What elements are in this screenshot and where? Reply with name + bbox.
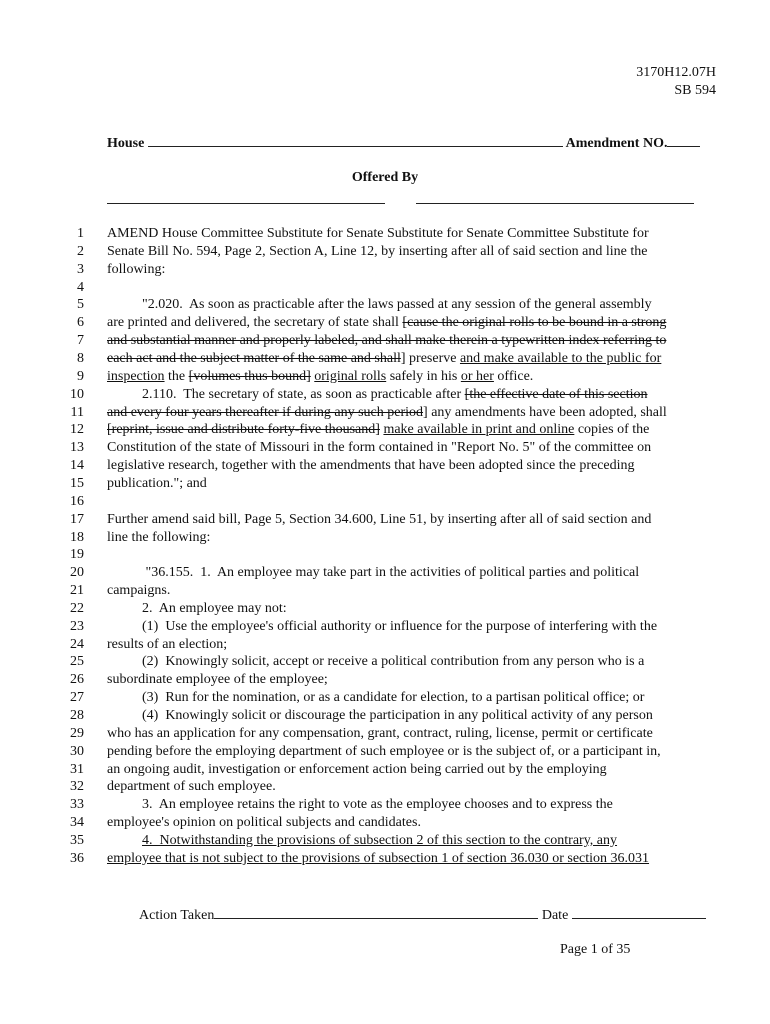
text-segment: results of an election; bbox=[107, 636, 228, 652]
text-segment: ] any amendments have been adopted, shall bbox=[423, 404, 667, 420]
offered-by-label: Offered By bbox=[351, 170, 419, 185]
text-line bbox=[107, 262, 165, 278]
line-number: 25 bbox=[70, 654, 84, 670]
offered-by-signature-line-right bbox=[416, 203, 694, 204]
line-number: 22 bbox=[70, 600, 84, 616]
line-number: 23 bbox=[70, 618, 84, 634]
text-segment: publication."; and bbox=[107, 475, 207, 491]
text-segment: safely in his bbox=[386, 368, 461, 384]
text-segment: following: bbox=[107, 261, 166, 277]
action-taken-blank bbox=[214, 906, 538, 919]
text-line bbox=[107, 726, 653, 742]
line-number: 8 bbox=[77, 351, 84, 366]
text-line bbox=[107, 708, 653, 724]
line-number: 4 bbox=[77, 279, 84, 295]
line-number: 11 bbox=[70, 404, 84, 420]
house-blank bbox=[148, 134, 563, 147]
text-segment: ] preserve bbox=[400, 351, 460, 366]
bill-number: SB 594 bbox=[674, 83, 716, 98]
line-number: 14 bbox=[70, 458, 84, 474]
text-segment: Constitution of the state of Missouri in the form contained in "Report No. 5" of the committee on bbox=[107, 440, 652, 456]
text-segment: copies of the bbox=[574, 422, 650, 438]
text-line bbox=[107, 619, 657, 635]
text-line bbox=[107, 565, 639, 581]
text-line bbox=[107, 244, 647, 260]
text-line bbox=[107, 458, 635, 474]
text-segment: Senate Bill No. 594, Page 2, Section A, Line 12, by inserting after all of said section and line the bbox=[107, 243, 648, 259]
inserted-text: inspection bbox=[107, 368, 165, 384]
line-number: 33 bbox=[70, 797, 84, 813]
line-number: 24 bbox=[70, 636, 84, 652]
line-number: 21 bbox=[70, 583, 84, 598]
text-segment: "2.020. As soon as practicable after the laws passed at any session of the general assembly bbox=[107, 297, 652, 313]
text-segment: pending before the employing department of such employee or is the subject of, or a participant in, bbox=[107, 743, 661, 759]
text-segment: an ongoing audit, investigation or enforcement action being carried out by the employing bbox=[107, 761, 607, 777]
text-line bbox=[107, 851, 649, 867]
text-segment: campaigns. bbox=[107, 583, 171, 598]
line-number: 26 bbox=[70, 672, 84, 688]
struck-text: and substantial manner and properly labeled, and shall make therein a typewritten index referring to bbox=[107, 333, 667, 349]
inserted-text: make available in print and online bbox=[383, 422, 575, 438]
line-number: 36 bbox=[70, 850, 84, 866]
house-amendment-line bbox=[107, 134, 715, 152]
text-line bbox=[107, 815, 421, 831]
line-number: 1 bbox=[77, 226, 84, 241]
struck-text: [cause the original rolls to be bound in a strong bbox=[402, 315, 667, 331]
page-number: Page 1 of 35 bbox=[560, 942, 631, 957]
text-segment: 3. An employee retains the right to vote as the employee chooses and to express the bbox=[107, 797, 613, 813]
amendment-number-label: Amendment NO. bbox=[565, 136, 668, 151]
text-line bbox=[107, 690, 644, 706]
offered-by-signature-line-left bbox=[107, 203, 385, 204]
line-number: 35 bbox=[70, 832, 84, 848]
line-number: 5 bbox=[77, 297, 84, 313]
text-segment: are printed and delivered, the secretary of state shall bbox=[107, 315, 403, 331]
text-line bbox=[107, 744, 661, 760]
line-number: 10 bbox=[70, 386, 84, 402]
house-label: House bbox=[107, 136, 145, 151]
text-line bbox=[107, 369, 533, 385]
text-line bbox=[107, 797, 613, 813]
date-blank bbox=[572, 906, 706, 919]
action-taken-label: Action Taken bbox=[139, 908, 215, 923]
text-line bbox=[107, 387, 648, 403]
text-segment: (4) Knowingly solicit or discourage the participation in any political activity of any person bbox=[107, 708, 653, 723]
line-number: 20 bbox=[70, 565, 84, 581]
text-line bbox=[107, 637, 227, 653]
text-segment: employee's opinion on political subjects and candidates. bbox=[107, 815, 421, 831]
text-segment: 2. An employee may not: bbox=[107, 600, 287, 616]
text-line bbox=[107, 512, 651, 528]
text-segment: 2.110. The secretary of state, as soon as practicable after bbox=[107, 386, 465, 402]
line-number: 17 bbox=[70, 511, 84, 527]
text-line bbox=[107, 351, 661, 367]
amendment-number-blank bbox=[667, 134, 700, 147]
line-number: 18 bbox=[70, 529, 84, 545]
date-label: Date bbox=[541, 908, 569, 923]
line-number: 7 bbox=[77, 333, 84, 349]
text-line bbox=[107, 762, 607, 778]
inserted-text: or her bbox=[460, 368, 494, 384]
inserted-text: employee that is not subject to the provisions of subsection 1 of section 36.030 or section 36.031 bbox=[107, 850, 650, 866]
inserted-text: 4. Notwithstanding the provisions of subsection 2 of this section to the contrary, any bbox=[142, 832, 618, 848]
text-line bbox=[107, 833, 617, 849]
text-segment: line the following: bbox=[107, 529, 211, 545]
text-line bbox=[107, 297, 652, 313]
text-segment: (3) Run for the nomination, or as a candidate for election, to a partisan political office; or bbox=[107, 690, 645, 706]
text-segment: "36.155. 1. An employee may take part in the activities of political parties and political bbox=[107, 565, 640, 581]
text-line bbox=[107, 583, 170, 599]
text-segment: who has an application for any compensation, grant, contract, ruling, license, permit or certificate bbox=[107, 725, 653, 741]
line-number: 12 bbox=[70, 422, 84, 438]
struck-text: [the effective date of this section bbox=[464, 386, 648, 402]
text-line bbox=[107, 530, 210, 546]
line-number: 30 bbox=[70, 743, 84, 759]
text-line bbox=[107, 440, 651, 456]
text-segment: legislative research, together with the amendments that have been adopted since the preceding bbox=[107, 458, 635, 474]
text-line bbox=[107, 601, 287, 617]
line-number: 2 bbox=[77, 243, 84, 259]
text-segment: Further amend said bill, Page 5, Section 34.600, Line 51, by inserting after all of said section and bbox=[107, 511, 652, 527]
text-segment: office. bbox=[493, 368, 534, 384]
amendment-code: 3170H12.07H bbox=[636, 65, 716, 80]
line-number: 15 bbox=[70, 475, 84, 491]
struck-text: [reprint, issue and distribute forty-five thousand] bbox=[107, 422, 380, 438]
text-segment: (1) Use the employee's official authority or influence for the purpose of interfering with the bbox=[107, 618, 658, 634]
line-number: 6 bbox=[77, 315, 84, 331]
text-line bbox=[107, 333, 666, 349]
struck-text: [volumes thus bound] bbox=[188, 368, 311, 384]
text-line bbox=[107, 226, 649, 242]
inserted-text: and make available to the public for bbox=[459, 351, 662, 366]
line-number: 13 bbox=[70, 440, 84, 456]
text-segment bbox=[107, 833, 142, 848]
text-line bbox=[107, 315, 666, 331]
line-number: 29 bbox=[70, 725, 84, 741]
line-number: 32 bbox=[70, 779, 84, 795]
line-number: 27 bbox=[70, 690, 84, 706]
inserted-text: original rolls bbox=[314, 368, 387, 384]
text-segment: (2) Knowingly solicit, accept or receive a political contribution from any person who is a bbox=[107, 654, 645, 670]
text-line bbox=[107, 405, 667, 421]
line-number: 34 bbox=[70, 815, 84, 831]
text-segment: AMEND House Committee Substitute for Senate Substitute for Senate Committee Substitute for bbox=[107, 226, 649, 241]
text-line bbox=[107, 672, 328, 688]
text-line bbox=[107, 422, 649, 438]
text-segment: department of such employee. bbox=[107, 779, 276, 795]
text-line bbox=[107, 779, 276, 795]
line-number: 19 bbox=[70, 547, 84, 563]
struck-text: each act and the subject matter of the same and shall bbox=[107, 351, 401, 366]
struck-text: and every four years thereafter if during any such period bbox=[107, 404, 424, 420]
action-taken-line bbox=[139, 906, 706, 924]
text-segment: the bbox=[164, 368, 189, 384]
text-line bbox=[107, 476, 207, 492]
line-number: 28 bbox=[70, 708, 84, 723]
line-number: 3 bbox=[77, 261, 84, 277]
line-number: 31 bbox=[70, 761, 84, 777]
line-number: 16 bbox=[70, 493, 84, 509]
text-line bbox=[107, 654, 644, 670]
line-number: 9 bbox=[77, 368, 84, 384]
text-segment: subordinate employee of the employee; bbox=[107, 672, 328, 688]
